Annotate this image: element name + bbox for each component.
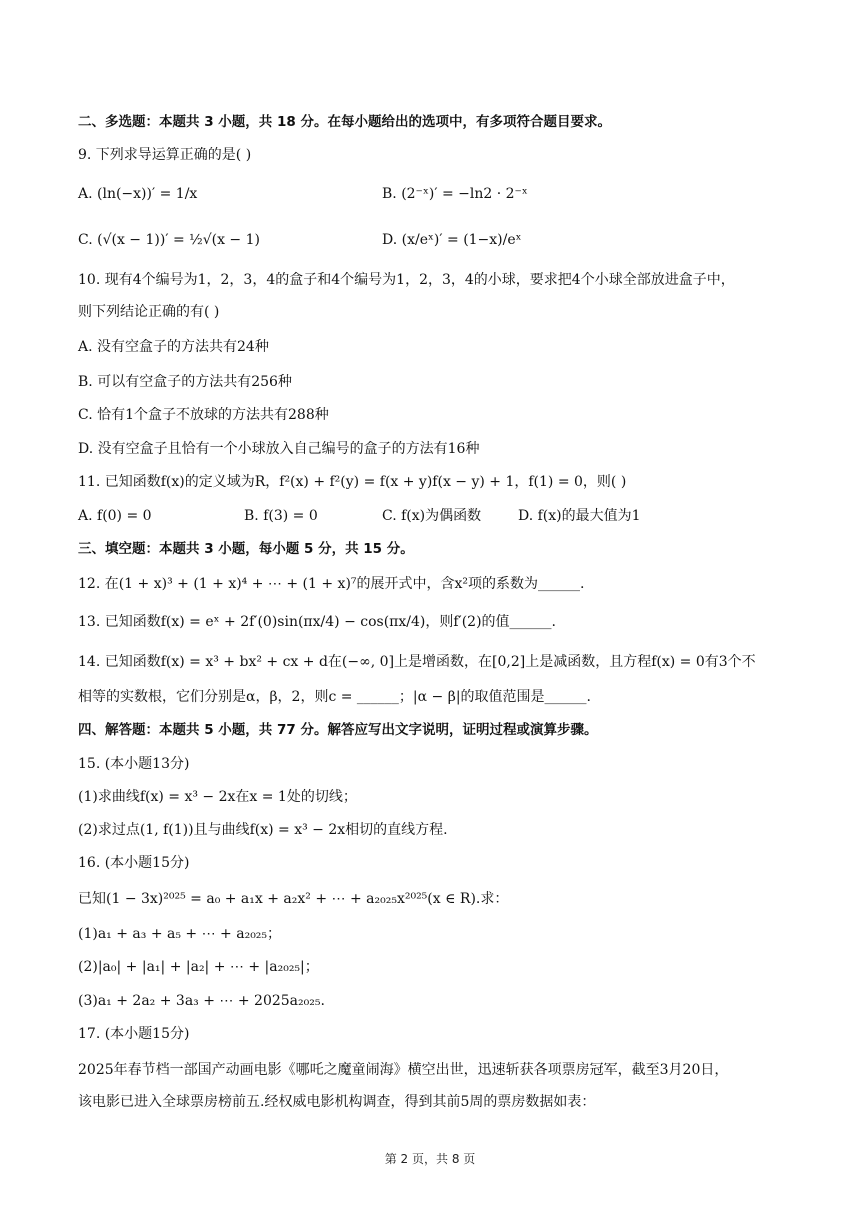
- question-17-title: 17. (本小题15分): [78, 1026, 190, 1042]
- question-10-option-b: B. 可以有空盒子的方法共有256种: [78, 374, 292, 390]
- question-13: 13. 已知函数f(x) = eˣ + 2f′(0)sin(πx/4) − cos(πx/4)，则f′(2)的值______.: [78, 614, 556, 630]
- question-10-option-a: A. 没有空盒子的方法共有24种: [78, 339, 269, 355]
- question-9-option-c: C. (√(x − 1))′ = ½√(x − 1): [78, 232, 260, 248]
- question-12: 12. 在(1 + x)³ + (1 + x)⁴ + ⋯ + (1 + x)⁷的展开式中，含x²项的系数为______.: [78, 576, 585, 592]
- question-10-option-d: D. 没有空盒子且恰有一个小球放入自己编号的盒子的方法有16种: [78, 441, 480, 457]
- question-15-part-1: (1)求曲线f(x) = x³ − 2x在x = 1处的切线；: [78, 789, 357, 805]
- question-9-stem: 9. 下列求导运算正确的是( ): [78, 147, 252, 163]
- question-10-option-c: C. 恰有1个盒子不放球的方法共有288种: [78, 407, 329, 423]
- question-16-title: 16. (本小题15分): [78, 855, 190, 871]
- question-16-part-3: (3)a₁ + 2a₂ + 3a₃ + ⋯ + 2025a₂₀₂₅.: [78, 993, 325, 1009]
- question-11-option-c: C. f(x)为偶函数: [382, 508, 482, 524]
- section-heading-fill-in: 三、填空题：本题共 3 小题，每小题 5 分，共 15 分。: [78, 541, 414, 557]
- question-14-line1: 14. 已知函数f(x) = x³ + bx² + cx + d在(−∞, 0]上是增函数，在[0,2]上是减函数，且方程f(x) = 0有3个不: [78, 654, 756, 670]
- question-14-line2: 相等的实数根，它们分别是α，β，2，则c = ______；|α − β|的取值范围是______.: [78, 689, 591, 705]
- question-15-part-2: (2)求过点(1, f(1))且与曲线f(x) = x³ − 2x相切的直线方程.: [78, 822, 448, 838]
- question-16-part-2: (2)|a₀| + |a₁| + |a₂| + ⋯ + |a₂₀₂₅|；: [78, 959, 319, 975]
- question-10-stem-line1: 10. 现有4个编号为1，2，3，4的盒子和4个编号为1，2，3，4的小球，要求把4个小球全部放进盒子中，: [78, 272, 735, 288]
- question-17-line2: 该电影已进入全球票房榜前五.经权威电影机构调查，得到其前5周的票房数据如表：: [78, 1094, 596, 1110]
- question-11-stem: 11. 已知函数f(x)的定义域为R，f²(x) + f²(y) = f(x + y)f(x − y) + 1，f(1) = 0，则( ): [78, 474, 627, 490]
- question-9-option-a: A. (ln(−x))′ = 1/x: [78, 186, 198, 202]
- page-footer: 第 2 页，共 8 页: [384, 1152, 476, 1166]
- question-16-part-1: (1)a₁ + a₃ + a₅ + ⋯ + a₂₀₂₅；: [78, 926, 282, 942]
- question-9-option-d: D. (x/eˣ)′ = (1−x)/eˣ: [382, 232, 522, 248]
- question-9-option-b: B. (2⁻ˣ)′ = −ln2 · 2⁻ˣ: [382, 186, 528, 202]
- question-11-option-b: B. f(3) = 0: [244, 508, 318, 524]
- section-heading-solutions: 四、解答题：本题共 5 小题，共 77 分。解答应写出文字说明，证明过程或演算步骤。: [78, 722, 598, 738]
- question-11-option-a: A. f(0) = 0: [78, 508, 152, 524]
- section-heading-multiple-choice: 二、多选题：本题共 3 小题，共 18 分。在每小题给出的选项中，有多项符合题目要求。: [78, 114, 611, 130]
- question-17-line1: 2025年春节档一部国产动画电影《哪吒之魔童闹海》横空出世，迅速斩获各项票房冠军，截至3月20日，: [78, 1062, 729, 1078]
- question-16-stem: 已知(1 − 3x)²⁰²⁵ = a₀ + a₁x + a₂x² + ⋯ + a₂₀₂₅x²⁰²⁵(x ∈ R).求：: [78, 891, 509, 907]
- question-11-option-d: D. f(x)的最大值为1: [518, 508, 641, 524]
- question-10-stem-line2: 则下列结论正确的有( ): [78, 304, 220, 320]
- question-15-title: 15. (本小题13分): [78, 756, 190, 772]
